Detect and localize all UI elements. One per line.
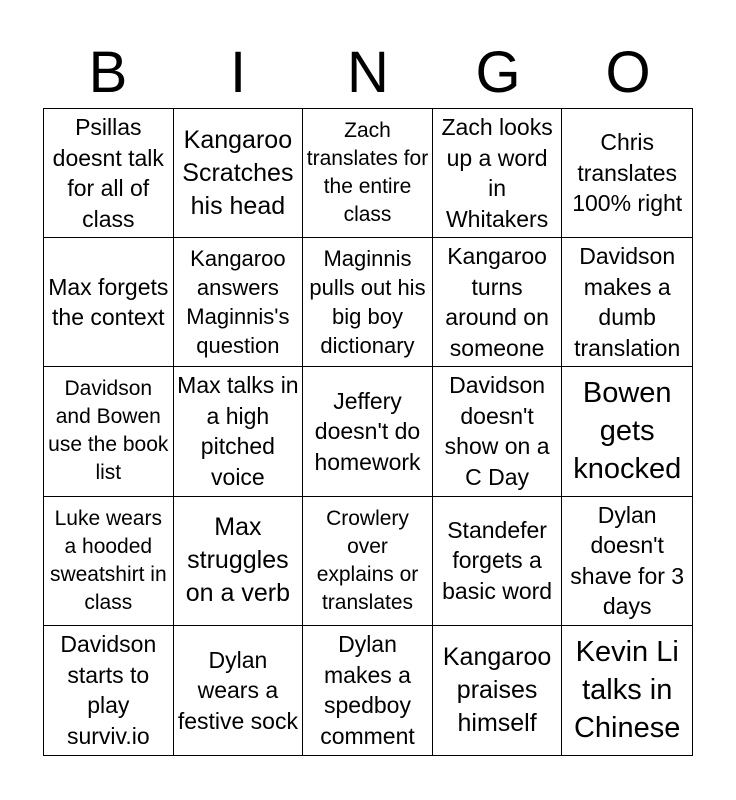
bingo-cell-r2c3[interactable] <box>303 238 433 367</box>
cell-text: Davidson and Bowen use the book list <box>48 377 169 485</box>
cell-text: Dylan wears a festive sock <box>177 646 298 734</box>
header-letter-i: I <box>229 40 247 105</box>
bingo-cell-r5c2[interactable] <box>174 626 304 755</box>
bingo-cell-r3c2[interactable] <box>174 367 304 496</box>
cell-text: Kevin Li talks in Chinese <box>573 636 681 745</box>
cell-text: Bowen gets knocked <box>573 377 682 486</box>
bingo-cell-r5c1[interactable] <box>44 626 174 755</box>
cell-text: Davidson doesn't show on a C Day <box>444 372 550 490</box>
bingo-cell-r1c5[interactable] <box>562 109 692 238</box>
cell-text: Max struggles on a verb <box>185 513 291 608</box>
bingo-cell-r5c4[interactable] <box>433 626 563 755</box>
header-letter-n: N <box>347 40 389 105</box>
cell-text: Zach looks up a word in Whitakers <box>441 114 553 232</box>
bingo-cell-r2c2[interactable] <box>174 238 304 367</box>
bingo-cell-r1c2[interactable] <box>174 109 304 238</box>
bingo-cell-r5c3[interactable] <box>303 626 433 755</box>
cell-text: Jeffery doesn't do homework <box>314 387 421 475</box>
cell-text: Davidson starts to play surviv.io <box>60 631 157 749</box>
cell-text: Dylan doesn't shave for 3 days <box>570 501 685 620</box>
bingo-cell-r3c4[interactable] <box>433 367 563 496</box>
bingo-cell-r5c5[interactable] <box>562 626 692 755</box>
cell-text: Davidson makes a dumb translation <box>574 243 681 361</box>
bingo-cell-r4c2[interactable] <box>174 497 304 626</box>
cell-text: Max talks in a high pitched voice <box>177 372 299 490</box>
cell-text: Kangaroo answers Maginnis's question <box>186 246 290 359</box>
cell-text: Luke wears a hooded sweatshirt in class <box>49 506 167 614</box>
cell-text: Kangaroo turns around on someone <box>445 243 549 361</box>
cell-text: Dylan makes a spedboy comment <box>320 631 415 749</box>
cell-text: Chris translates 100% right <box>572 129 683 217</box>
bingo-cell-r3c3[interactable] <box>303 367 433 496</box>
bingo-cell-r3c1[interactable] <box>44 367 174 496</box>
cell-text: Standefer forgets a basic word <box>442 516 553 604</box>
header-letter-g: G <box>475 40 521 105</box>
cell-text: Kangaroo praises himself <box>442 642 552 737</box>
bingo-cell-r2c1[interactable] <box>44 238 174 367</box>
header-letter-b: B <box>88 40 128 105</box>
bingo-cell-r2c4[interactable] <box>433 238 563 367</box>
header-letter-o: O <box>605 40 651 105</box>
bingo-cell-r4c4[interactable] <box>433 497 563 626</box>
bingo-cell-r4c1[interactable] <box>44 497 174 626</box>
cell-text: Crowlery over explains or translates <box>316 506 419 614</box>
cell-text: Max forgets the context <box>48 273 169 331</box>
bingo-cell-r1c3[interactable] <box>303 109 433 238</box>
bingo-cell-r4c3[interactable] <box>303 497 433 626</box>
cell-text: Maginnis pulls out his big boy dictionary <box>309 246 426 359</box>
bingo-cell-r1c1[interactable] <box>44 109 174 238</box>
bingo-cell-r3c5[interactable] <box>562 367 692 496</box>
bingo-cell-r1c4[interactable] <box>433 109 563 238</box>
cell-text: Zach translates for the entire class <box>306 119 429 227</box>
bingo-cell-r4c5[interactable] <box>562 497 692 626</box>
bingo-card <box>43 108 693 756</box>
bingo-cell-r2c5[interactable] <box>562 238 692 367</box>
cell-text: Psillas doesnt talk for all of class <box>52 114 164 232</box>
cell-text: Kangaroo Scratches his head <box>182 125 294 220</box>
bingo-header <box>43 38 693 108</box>
